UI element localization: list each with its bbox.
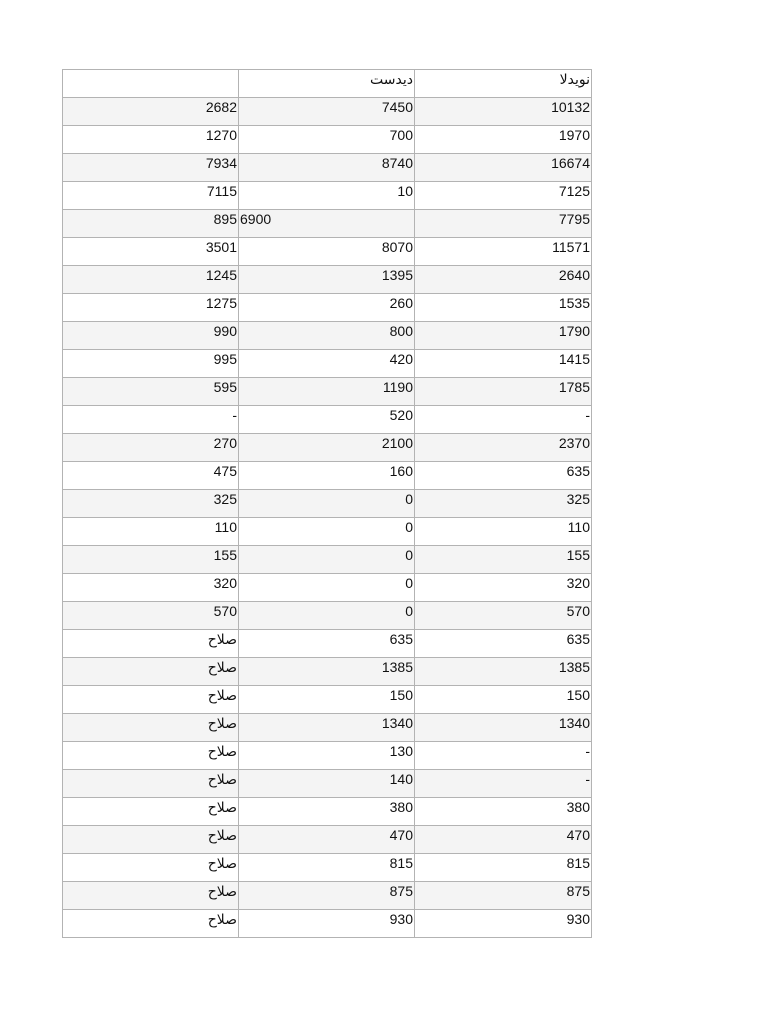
table-row — [63, 518, 592, 546]
table-cell[interactable]: 475 — [63, 462, 239, 490]
table-cell[interactable]: 1415 — [415, 350, 592, 378]
table-cell[interactable]: 995 — [63, 350, 239, 378]
table-cell[interactable]: 130 — [239, 742, 415, 770]
table-cell[interactable]: 150 — [415, 686, 592, 714]
table-cell[interactable]: 1385 — [239, 658, 415, 686]
table-cell[interactable]: 3501 — [63, 238, 239, 266]
table-cell[interactable]: 1970 — [415, 126, 592, 154]
table-row — [63, 546, 592, 574]
table-cell[interactable]: 815 — [415, 854, 592, 882]
table-cell[interactable]: 470 — [239, 826, 415, 854]
table-row — [63, 742, 592, 770]
table-cell[interactable]: 7795 — [415, 210, 592, 238]
table-row — [63, 714, 592, 742]
spreadsheet-table — [62, 69, 592, 938]
table-cell[interactable]: 1395 — [239, 266, 415, 294]
table-cell[interactable]: 2100 — [239, 434, 415, 462]
table-row — [63, 462, 592, 490]
table-cell[interactable]: 895 — [63, 210, 239, 238]
table-cell[interactable]: 930 — [239, 910, 415, 938]
table-cell[interactable]: 0 — [239, 546, 415, 574]
table-cell[interactable]: 10 — [239, 182, 415, 210]
table-row — [63, 154, 592, 182]
table-cell[interactable]: 520 — [239, 406, 415, 434]
table-cell[interactable]: 2682 — [63, 98, 239, 126]
table-cell[interactable]: 7125 — [415, 182, 592, 210]
table-cell[interactable]: 6900 — [239, 210, 415, 238]
table-row — [63, 574, 592, 602]
table-cell[interactable]: 110 — [63, 518, 239, 546]
table-cell[interactable]: 8070 — [239, 238, 415, 266]
table-cell[interactable]: صلاح — [63, 826, 239, 854]
header-row — [63, 70, 592, 98]
table-cell[interactable]: 1535 — [415, 294, 592, 322]
table-row — [63, 910, 592, 938]
table-cell[interactable]: 270 — [63, 434, 239, 462]
header-cell[interactable] — [63, 70, 239, 98]
table-cell[interactable]: 1275 — [63, 294, 239, 322]
table-cell[interactable]: 1190 — [239, 378, 415, 406]
table-row — [63, 630, 592, 658]
table-cell[interactable]: - — [63, 406, 239, 434]
table-cell[interactable]: 875 — [415, 882, 592, 910]
table-cell[interactable]: 815 — [239, 854, 415, 882]
table-cell[interactable]: 595 — [63, 378, 239, 406]
table-cell[interactable]: 1340 — [239, 714, 415, 742]
table-cell[interactable]: صلاح — [63, 770, 239, 798]
table-cell[interactable]: 110 — [415, 518, 592, 546]
table-cell[interactable]: 0 — [239, 574, 415, 602]
table-cell[interactable]: 570 — [63, 602, 239, 630]
table-cell[interactable]: 11571 — [415, 238, 592, 266]
table-row — [63, 126, 592, 154]
table-cell[interactable]: صلاح — [63, 742, 239, 770]
table-cell[interactable]: صلاح — [63, 658, 239, 686]
header-cell[interactable]: نويدلا — [415, 70, 592, 98]
table-cell[interactable]: 635 — [239, 630, 415, 658]
table-row — [63, 238, 592, 266]
table-cell[interactable]: 325 — [415, 490, 592, 518]
table-cell[interactable]: - — [415, 742, 592, 770]
table-cell[interactable]: - — [415, 406, 592, 434]
table-cell[interactable]: 2640 — [415, 266, 592, 294]
table-cell[interactable]: 155 — [415, 546, 592, 574]
table-row — [63, 882, 592, 910]
table-row — [63, 210, 592, 238]
table-row — [63, 798, 592, 826]
table-body — [63, 98, 592, 938]
table-row — [63, 602, 592, 630]
table-cell[interactable]: 1270 — [63, 126, 239, 154]
table-cell[interactable]: 930 — [415, 910, 592, 938]
table-cell[interactable]: صلاح — [63, 798, 239, 826]
table-cell[interactable]: صلاح — [63, 882, 239, 910]
table-cell[interactable]: 700 — [239, 126, 415, 154]
table-row — [63, 98, 592, 126]
table-cell[interactable]: 800 — [239, 322, 415, 350]
table-row — [63, 266, 592, 294]
table-cell[interactable]: 635 — [415, 462, 592, 490]
table-cell[interactable]: - — [415, 770, 592, 798]
table-cell[interactable]: 7934 — [63, 154, 239, 182]
table-cell[interactable]: 16674 — [415, 154, 592, 182]
table-cell[interactable]: 320 — [415, 574, 592, 602]
table-row — [63, 350, 592, 378]
table-cell[interactable]: 380 — [415, 798, 592, 826]
table-row — [63, 182, 592, 210]
table-cell[interactable]: 0 — [239, 518, 415, 546]
table-row — [63, 770, 592, 798]
table-cell[interactable]: 1385 — [415, 658, 592, 686]
table-cell[interactable]: 1245 — [63, 266, 239, 294]
table-row — [63, 322, 592, 350]
table-row — [63, 406, 592, 434]
table-row — [63, 854, 592, 882]
table-cell[interactable]: 10132 — [415, 98, 592, 126]
table-row — [63, 826, 592, 854]
table-cell[interactable]: 1785 — [415, 378, 592, 406]
table-cell[interactable]: 7450 — [239, 98, 415, 126]
table-cell[interactable]: 155 — [63, 546, 239, 574]
table-cell[interactable]: صلاح — [63, 686, 239, 714]
table-row — [63, 378, 592, 406]
table-cell[interactable]: 160 — [239, 462, 415, 490]
table-cell[interactable]: 570 — [415, 602, 592, 630]
table-cell[interactable]: 1790 — [415, 322, 592, 350]
table-row — [63, 434, 592, 462]
table-cell[interactable]: 0 — [239, 602, 415, 630]
table-row — [63, 686, 592, 714]
table-cell[interactable]: 470 — [415, 826, 592, 854]
table-cell[interactable]: صلاح — [63, 910, 239, 938]
table-cell[interactable]: 150 — [239, 686, 415, 714]
table-row — [63, 294, 592, 322]
table-cell[interactable]: 2370 — [415, 434, 592, 462]
table-cell[interactable]: 380 — [239, 798, 415, 826]
table-cell[interactable]: 0 — [239, 490, 415, 518]
table-row — [63, 490, 592, 518]
table-cell[interactable]: 320 — [63, 574, 239, 602]
table-cell[interactable]: صلاح — [63, 630, 239, 658]
table-cell[interactable]: 140 — [239, 770, 415, 798]
table-cell[interactable]: صلاح — [63, 714, 239, 742]
header-cell[interactable]: ديدست — [239, 70, 415, 98]
table-cell[interactable]: 7115 — [63, 182, 239, 210]
table-cell[interactable]: 260 — [239, 294, 415, 322]
table-row — [63, 658, 592, 686]
table-cell[interactable]: صلاح — [63, 854, 239, 882]
table-cell[interactable]: 990 — [63, 322, 239, 350]
table-cell[interactable]: 8740 — [239, 154, 415, 182]
table-cell[interactable]: 875 — [239, 882, 415, 910]
table-cell[interactable]: 420 — [239, 350, 415, 378]
table-cell[interactable]: 635 — [415, 630, 592, 658]
table-cell[interactable]: 1340 — [415, 714, 592, 742]
table-cell[interactable]: 325 — [63, 490, 239, 518]
